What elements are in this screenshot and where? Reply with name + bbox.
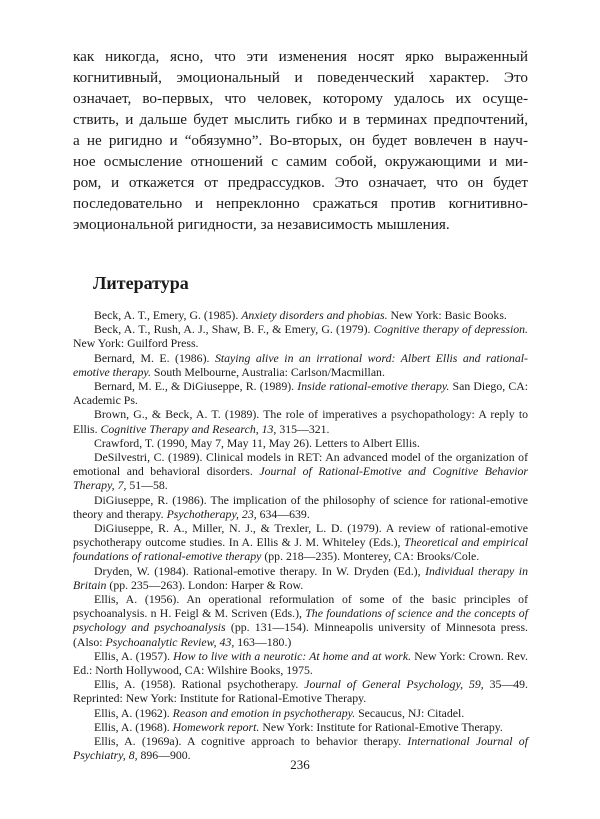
reference-title: Cognitive therapy of depression. (373, 322, 528, 337)
reference-text: Ellis, A. (1969a). A cognitive approach to behavior therapy. (94, 734, 408, 749)
body-line: ствить, и дальше будет мыслить гибко и в терминах предпочтений, (73, 111, 528, 128)
body-line: когнитивный, эмоциональный и поведенческий характер. Это (73, 69, 528, 86)
reference-entry (73, 521, 528, 564)
reference-title: Homework report. (172, 719, 260, 734)
reference-text: Brown, G., & Beck, A. T. (1989). The role of imperatives a psychopathology: A reply to Ellis. (73, 407, 528, 436)
reference-text: 35—49. Reprinted: New York: Institute for Rational-Emotive Therapy. (73, 677, 528, 706)
reference-title: Anxiety disorders and phobias. (241, 308, 388, 322)
reference-title: How to live with a neurotic: At home and at work. (173, 648, 412, 663)
reference-title: Journal of Rational-Emotive and Cognitive Behavior Therapy, 7, (73, 464, 528, 493)
reference-text: New York: Crown. Rev. Ed.: North Hollywood, CA: Wilshire Books, 1975. (73, 648, 528, 678)
reference-text: Ellis, A. (1957). (94, 648, 174, 663)
reference-title: Individual therapy in Britain (73, 563, 528, 592)
reference-text: Bernard, M. E. (1986). (94, 350, 215, 365)
reference-title: International Journal of Psychiatry, 8, (73, 734, 528, 763)
reference-text: San Diego, CA: Academic Ps. (73, 379, 528, 408)
page-number: 236 (290, 757, 310, 772)
reference-text: Ellis, A. (1968). (94, 719, 173, 734)
reference-text: DeSilvestri, C. (1989). Clinical models in RET: An advanced model of the organization of emotional and behavioral disorders. (73, 450, 528, 479)
reference-text: Secaucus, NJ: Citadel. (355, 705, 465, 720)
reference-text: DiGiuseppe, R. A., Miller, N. J., & Trexler, L. D. (1979). A review of rational-emotive psychotherapy outcome studies. In A. Ellis & J. M. Whiteley (Eds.), (73, 521, 528, 550)
reference-entry (73, 450, 528, 493)
reference-entry (73, 720, 528, 734)
reference-text: 163—180.) (234, 634, 292, 649)
reference-entry (73, 649, 528, 677)
reference-text: Beck, A. T., Rush, A. J., Shaw, B. F., & Emery, G. (1979). (94, 322, 374, 337)
reference-list (73, 308, 528, 763)
body-line: последовательно и непреклонно сражаться против когнитивно- (73, 195, 528, 212)
reference-text: New York: Institute for Rational-Emotive Therapy. (259, 719, 503, 734)
reference-text: Beck, A. T., Emery, G. (1985). (94, 308, 242, 322)
reference-text: Bernard, M. E., & DiGiuseppe, R. (1989). (94, 379, 298, 394)
reference-text: South Melbourne, Australia: Carlson/Macmillan. (150, 364, 385, 379)
body-line: ром, и откажется от предрассудков. Это означает, что он будет (73, 174, 528, 191)
reference-entry (73, 677, 528, 705)
reference-entry (73, 706, 528, 720)
reference-entry (73, 564, 528, 592)
reference-text: 315—321. (276, 421, 330, 436)
reference-entry (73, 592, 528, 649)
reference-text: New York: Guilford Press. (73, 336, 199, 351)
reference-title: Cognitive Therapy and Research, 13, (100, 421, 277, 436)
reference-text: Ellis, A. (1956). An operational reformulation of some of the basic principles of psychoanalysis. n H. Feigl & M. Scriven (Eds.), (73, 592, 528, 621)
reference-title: Theoretical and empirical foundations of rational-emotive therapy (73, 535, 528, 564)
reference-entry (73, 436, 528, 450)
reference-title: Inside rational-emotive therapy. (297, 379, 450, 394)
reference-text: DiGiuseppe, R. (1986). The implication of the philosophy of science for rational-emotive theory and therapy. (73, 492, 528, 521)
reference-entry (73, 308, 528, 322)
reference-text: Ellis, A. (1962). (94, 705, 173, 720)
reference-text: Dryden, W. (1984). Rational-emotive therapy. In W. Dryden (Ed.), (94, 563, 426, 578)
reference-entry (73, 322, 528, 350)
reference-text: (pp. 218—235). Monterey, CA: Brooks/Cole. (261, 549, 480, 564)
reference-title: Psychoanalytic Review, 43, (105, 634, 235, 649)
reference-text: 51—58. (126, 478, 168, 493)
body-line: а не ригидно и “обязумно”. Во-вторых, он будет вовлечен в науч- (73, 132, 528, 149)
reference-text: 896—900. (137, 748, 191, 763)
reference-title: Journal of General Psychology, 59, (304, 677, 484, 692)
body-line: как никогда, ясно, что эти изменения носят ярко выраженный (73, 48, 528, 65)
reference-entry (73, 351, 528, 379)
body-line: эмоциональной ригидности, за независимость мышления. (73, 216, 450, 233)
reference-entry (73, 493, 528, 521)
reference-text: (pp. 131—154). Minneapolis university of Minnesota press. (Also: (73, 620, 528, 649)
body-line: означает, во-первых, что человек, которому удалось их осуще- (73, 90, 528, 107)
reference-title: The foundations of science and the concepts of psychology and psychoanalysis (73, 606, 528, 635)
reference-entry (73, 407, 528, 435)
reference-text: New York: Basic Books. (387, 308, 507, 322)
reference-title: Psychotherapy, 23, (166, 506, 257, 521)
page-content (73, 46, 528, 763)
reference-title: Staying alive in an irrational word: Albert Ellis and rational-emotive therapy. (73, 350, 528, 379)
body-paragraph (73, 46, 528, 235)
reference-entry (73, 379, 528, 407)
reference-text: 634—639. (256, 506, 310, 521)
section-heading-literature: Литература (93, 273, 189, 293)
reference-text: Ellis, A. (1958). Rational psychotherapy. (94, 677, 305, 692)
reference-text: (pp. 235—263). London: Harper & Row. (106, 577, 304, 592)
reference-title: Reason and emotion in psychotherapy. (172, 705, 356, 720)
body-line: ное осмысление отношений с самим собой, окружающими и ми- (73, 153, 528, 170)
reference-text: Crawford, T. (1990, May 7, May 11, May 26). Letters to Albert Ellis. (94, 435, 420, 450)
